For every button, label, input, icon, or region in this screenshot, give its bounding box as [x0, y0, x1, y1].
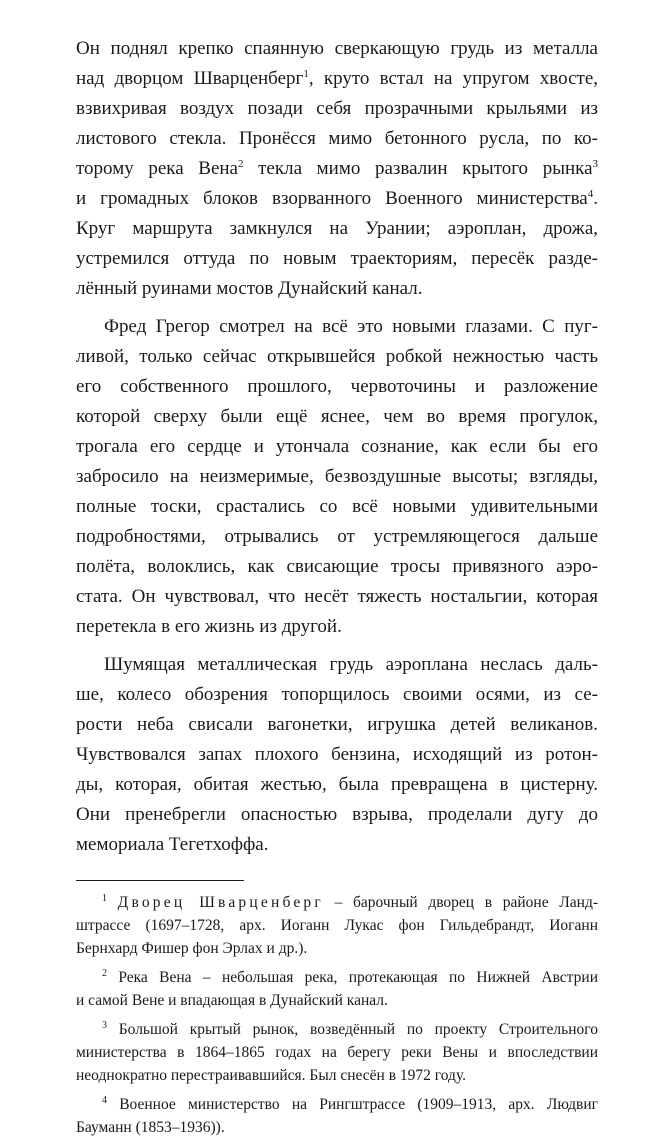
text-line: Фред Грегор смотрел на всё это новыми глазами. С пуг-	[104, 316, 598, 337]
footnote-line	[76, 966, 598, 989]
text-line: лённый руинами мостов Дунайский канал.	[76, 278, 423, 299]
text-line: трогала его сердце и утончала сознание, как если бы его	[76, 436, 598, 457]
paragraph-1	[76, 34, 598, 304]
footnote-line	[76, 1018, 598, 1041]
footnote-term: Дворец Шварценберг	[117, 894, 324, 911]
footnote-ref-1[interactable]: 1	[303, 68, 309, 80]
footnote-1	[76, 891, 598, 960]
text-line: подробностями, отрывались от устремляющегося дальше	[76, 526, 598, 547]
footnote-4	[76, 1093, 598, 1139]
footnote-divider	[76, 880, 244, 881]
footnote-number: 4	[102, 1095, 107, 1106]
text-line: Чувствовался запах плохого бензина, исходящий из ротон-	[76, 744, 598, 765]
text-line: листового стекла. Пронёсся мимо бетонного русла, по ко-	[76, 128, 598, 149]
footnote-2	[76, 966, 598, 1012]
text-line: Они пренебрегли опасностью взрыва, проделали дугу до	[76, 804, 598, 825]
text-line: ше, колесо обозрения топорщилось своими осями, из се-	[76, 684, 598, 705]
paragraph-2	[76, 312, 598, 642]
text-line: рости неба свисали вагонетки, игрушка детей великанов.	[76, 714, 598, 735]
footnote-line: Бауманн (1853–1936)).	[76, 1119, 225, 1136]
text-fragment: и громадных блоков взорванного Военного министерства	[76, 188, 588, 209]
footnote-line	[76, 891, 598, 914]
text-fragment: .	[593, 188, 598, 209]
text-fragment: Река Вена – небольшая река, протекающая по Нижней Австрии	[118, 969, 598, 986]
text-line: мемориала Тегетхоффа.	[76, 834, 269, 855]
text-fragment: над дворцом Шварценберг	[76, 68, 304, 89]
text-line: ды, которая, обитая жестью, была превращена в цистерну.	[76, 774, 598, 795]
text-fragment: Большой крытый рынок, возведённый по проекту Строительного	[118, 1021, 598, 1038]
text-fragment: текла мимо развалин крытого рынка	[243, 158, 593, 179]
text-line: Круг маршрута замкнулся на Урании; аэроплан, дрожа,	[76, 218, 598, 239]
footnote-line	[76, 1093, 598, 1116]
footnote-line: неоднократно перестраивавшийся. Был снесён в 1972 году.	[76, 1067, 467, 1084]
text-fragment: торому река Вена	[76, 158, 238, 179]
text-line: устремился оттуда по новым траекториям, пересёк разде-	[76, 248, 598, 269]
text-line	[76, 184, 598, 214]
text-line: которой сверху были ещё яснее, чем во время прогулок,	[76, 406, 598, 427]
text-fragment: – барочный дворец в районе Ланд-	[323, 894, 598, 911]
text-line: полные тоски, срастались со всё новыми удивительными	[76, 496, 598, 517]
main-text	[76, 34, 598, 860]
footnote-line: и самой Вене и впадающая в Дунайский канал.	[76, 992, 388, 1009]
text-line: перетекла в его жизнь из другой.	[76, 616, 342, 637]
text-line: полёта, волоклись, как свисающие тросы привязного аэро-	[76, 556, 598, 577]
footnote-ref-2[interactable]: 2	[238, 158, 244, 170]
footnote-line: Бернхард Фишер фон Эрлах и др.).	[76, 940, 308, 957]
text-line	[76, 154, 598, 184]
text-line: стата. Он чувствовал, что несёт тяжесть ностальгии, которая	[76, 586, 598, 607]
footnote-3	[76, 1018, 598, 1087]
text-fragment: Военное министерство на Рингштрассе (1909–1913, арх. Людвиг	[119, 1096, 598, 1113]
footnote-number: 2	[102, 968, 107, 979]
footnote-number: 3	[102, 1020, 107, 1031]
footnote-line: штрассе (1697–1728, арх. Иоганн Лукас фон Гильдебрандт, Иоганн	[76, 917, 598, 934]
text-line: его собственного прошлого, червоточины и разложение	[76, 376, 598, 397]
footnote-ref-3[interactable]: 3	[592, 158, 598, 170]
footnote-ref-4[interactable]: 4	[587, 188, 594, 200]
text-line	[76, 64, 598, 94]
footnote-number: 1	[102, 893, 107, 904]
text-line: забросило на неизмеримые, безвоздушные высоты; взгляды,	[76, 466, 598, 487]
paragraph-3	[76, 650, 598, 860]
footnote-line: министерства в 1864–1865 годах на берегу реки Вены и впоследствии	[76, 1044, 598, 1061]
text-line: ливой, только сейчас открывшейся робкой нежностью часть	[76, 346, 598, 367]
text-fragment: , круто встал на упругом хвосте,	[308, 68, 598, 89]
text-line: Шумящая металлическая грудь аэроплана неслась даль-	[104, 654, 598, 675]
text-line: взвихривая воздух позади себя прозрачными крыльями из	[76, 98, 598, 119]
text-line: Он поднял крепко спаянную сверкающую грудь из металла	[76, 38, 598, 59]
footnotes	[76, 891, 598, 1139]
